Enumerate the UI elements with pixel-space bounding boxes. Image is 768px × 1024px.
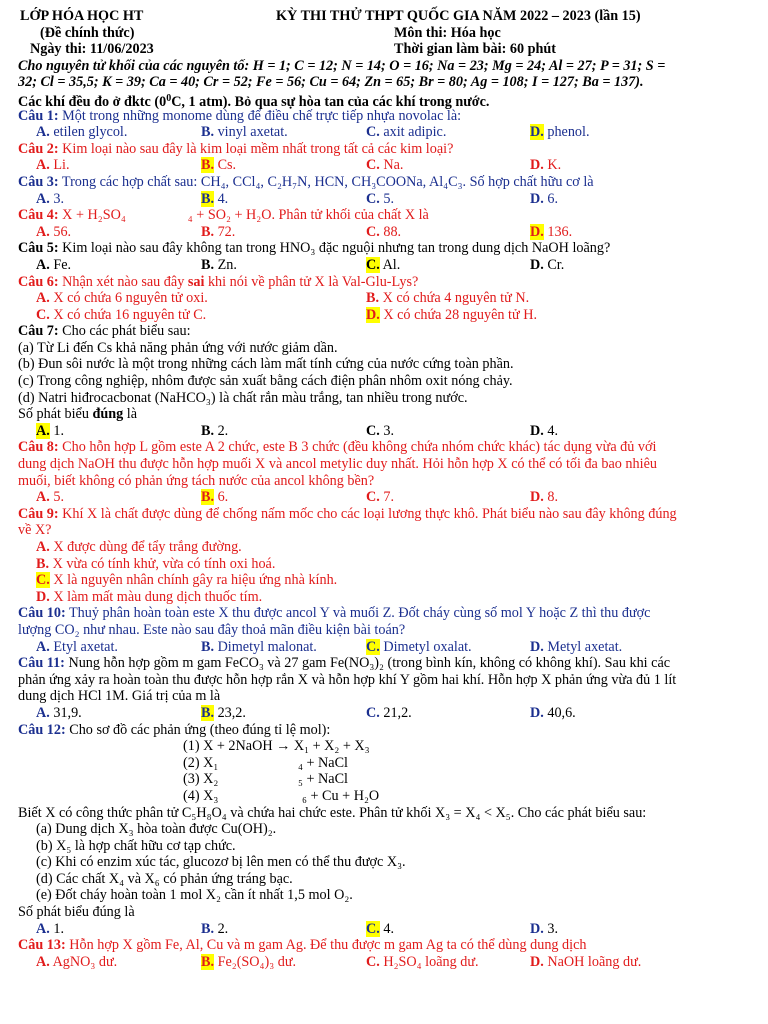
header-row-1 bbox=[18, 8, 754, 25]
statement-b: (b) Đun sôi nước là một trong những cách làm mất tính cứng của nước cứng toàn phần. bbox=[18, 356, 514, 373]
question-13: Câu 13: Hỗn hợp X gồm Fe, Al, Cu và m gam Ag. Để thu được m gam Ag ta có thể dùng dung dịch bbox=[18, 937, 587, 954]
option-d[interactable]: D. 3. bbox=[530, 920, 558, 937]
option-c[interactable]: C. X có chứa 16 nguyên tử C. bbox=[36, 306, 207, 323]
question-2-options bbox=[18, 157, 754, 174]
option-b[interactable]: B. 2. bbox=[201, 920, 229, 937]
question-7-options bbox=[18, 423, 754, 440]
question-10-options bbox=[18, 639, 754, 656]
question-8-options bbox=[18, 489, 754, 506]
statement-e: (e) Đốt cháy hoàn toàn 1 mol X₂ cần ít nhất 1,5 mol O₂. bbox=[36, 887, 353, 904]
option-d[interactable]: D. 8. bbox=[530, 489, 558, 506]
reaction-2: (2) X₁ ₄ + NaCl bbox=[183, 754, 348, 771]
option-d[interactable]: D. Metyl axetat. bbox=[530, 638, 623, 655]
option-a[interactable]: A. X có chứa 6 nguyên tử oxi. bbox=[36, 290, 208, 307]
option-a[interactable]: A. 31,9. bbox=[36, 704, 82, 721]
question-12-given: Biết X có công thức phân tử C₅H₈O₄ và chứa hai chức este. Phân tử khối X₃ = X₄ < X₅. Cho các phát biểu sau: bbox=[18, 804, 647, 821]
statement-a: (a) Từ Li đến Cs khả năng phản ứng với nước giảm dần. bbox=[18, 339, 338, 356]
question-3-options bbox=[18, 191, 754, 208]
option-c[interactable]: C. 7. bbox=[366, 489, 394, 506]
option-c[interactable]: C. 88. bbox=[366, 223, 402, 240]
option-b[interactable]: B. 23,2. bbox=[201, 704, 246, 721]
option-a[interactable]: A. 3. bbox=[36, 190, 64, 207]
option-d[interactable]: D. 4. bbox=[530, 422, 558, 439]
intro-line-3: Các khí đều đo ở đktc ($0^0C$, 1 atm). Bỏ qua sự hòa tan của các khí trong nước. bbox=[18, 92, 490, 110]
statement-d: (d) Các chất X₄ và X₆ có phản ứng tráng bạc. bbox=[36, 870, 293, 887]
question-13-options bbox=[18, 954, 754, 971]
option-d[interactable]: D. K. bbox=[530, 157, 562, 174]
subject-label: Môn thi: Hóa học bbox=[394, 24, 501, 41]
question-7: Câu 7: Cho các phát biểu sau: bbox=[18, 323, 191, 340]
question-10-line-2: lượng CO₂ như nhau. Este nào sau đây thoả mãn điều kiện bài toán? bbox=[18, 621, 406, 638]
question-11-options bbox=[18, 705, 754, 722]
option-a[interactable]: A. Etyl axetat. bbox=[36, 638, 118, 655]
question-2: Câu 2: Kim loại nào sau đây là kim loại mềm nhất trong tất cả các kim loại? bbox=[18, 140, 454, 157]
option-b[interactable]: B. 4. bbox=[201, 190, 229, 207]
question-5: Câu 5: Kim loại nào sau đây không tan trong HNO₃ đặc nguội nhưng tan trong dung dịch NaOH loãng? bbox=[18, 240, 611, 257]
statement-d: (d) Natri hiđrocacbonat (NaHCO₃) là chất rắn màu trắng, tan nhiều trong nước. bbox=[18, 389, 468, 406]
question-11-line-2: phản ứng xảy ra hoàn toàn thu được hỗn hợp rắn X và hỗn hợp khí Y gồm hai khí. Hỗn hợp X phản ứng vừa đủ 1 lít bbox=[18, 671, 677, 688]
question-4-options bbox=[18, 224, 754, 241]
option-a[interactable]: A. 1. bbox=[36, 422, 64, 439]
option-b[interactable]: B. Fe₂(SO₄)₃ dư. bbox=[201, 953, 297, 970]
option-b[interactable]: B. Dimetyl malonat. bbox=[201, 638, 317, 655]
option-b[interactable]: B. X vừa có tính khử, vừa có tính oxi hoá. bbox=[36, 555, 276, 572]
exam-title: KỲ THI THỬ THPT QUỐC GIA NĂM 2022 – 2023 (lần 15) bbox=[276, 8, 641, 24]
option-d[interactable]: D. 40,6. bbox=[530, 704, 576, 721]
option-a[interactable]: A. Fe. bbox=[36, 256, 72, 273]
question-12-options bbox=[18, 921, 754, 938]
question-4: Câu 4: X + H₂SO₄ ₄ + SO₂ + H₂O. Phân tử khối của chất X là bbox=[18, 207, 429, 224]
option-b[interactable]: B. 72. bbox=[201, 223, 236, 240]
question-8: Câu 8: Cho hỗn hợp L gồm este A 2 chức, este B 3 chức (đều không chứa nhóm chức khác) tác dụng vừa đủ với bbox=[18, 439, 657, 456]
question-6-options-cd bbox=[18, 307, 754, 324]
option-d[interactable]: D. 136. bbox=[530, 223, 573, 240]
option-c[interactable]: C. 21,2. bbox=[366, 704, 412, 721]
exam-date: Ngày thi: 11/06/2023 bbox=[30, 41, 154, 58]
option-a[interactable]: A. 5. bbox=[36, 489, 64, 506]
question-11: Câu 11: Nung hỗn hợp gồm m gam FeCO₃ và 27 gam Fe(NO₃)₂ (trong bình kín, không có không khí). Sau khi các bbox=[18, 655, 671, 672]
question-12: Câu 12: Cho sơ đồ các phản ứng (theo đúng tỉ lệ mol): bbox=[18, 721, 331, 738]
question-12-count: Số phát biểu đúng là bbox=[18, 904, 135, 921]
question-1-options bbox=[18, 124, 754, 141]
question-5-options bbox=[18, 257, 754, 274]
exam-time: Thời gian làm bài: 60 phút bbox=[394, 41, 556, 58]
question-8-line-3: muối, biết không có phản ứng tách nước của ancol không bền? bbox=[18, 472, 375, 489]
option-c[interactable]: C. Al. bbox=[366, 256, 401, 273]
reaction-1: (1) X + 2NaOH → X₁ + X₂ + X₃ bbox=[183, 738, 370, 755]
question-11-line-3: dung dịch HCl 1M. Giá trị của m là bbox=[18, 688, 221, 705]
option-b[interactable]: B. Cs. bbox=[201, 157, 237, 174]
option-b[interactable]: B. X có chứa 4 nguyên tử N. bbox=[366, 290, 530, 307]
header-row-2 bbox=[18, 25, 754, 42]
official-label: (Đề chính thức) bbox=[40, 24, 135, 41]
option-c[interactable]: C. X là nguyên nhân chính gây ra hiệu ứng nhà kính. bbox=[36, 572, 338, 589]
question-6: Câu 6: Nhận xét nào sau đây sai khi nói về phân tử X là Val-Glu-Lys? bbox=[18, 273, 419, 290]
option-c[interactable]: C. 4. bbox=[366, 920, 394, 937]
option-d[interactable]: D. Cr. bbox=[530, 256, 565, 273]
option-d[interactable]: D. 6. bbox=[530, 190, 558, 207]
option-a[interactable]: A. Li. bbox=[36, 157, 70, 174]
option-d[interactable]: D. X có chứa 28 nguyên tử H. bbox=[366, 306, 538, 323]
option-b[interactable]: B. 2. bbox=[201, 422, 229, 439]
option-b[interactable]: B. Zn. bbox=[201, 256, 237, 273]
statement-a: (a) Dung dịch X₃ hòa toàn được Cu(OH)₂. bbox=[36, 821, 277, 838]
option-a[interactable]: A. etilen glycol. bbox=[36, 124, 128, 141]
reaction-3: (3) X₂ ₅ + NaCl bbox=[183, 771, 348, 788]
intro-line-1: Cho nguyên tử khối của các nguyên tố: H = 1; C = 12; N = 14; O = 16; Na = 23; Mg = 24; Al = 27; P = 31; S = bbox=[18, 57, 666, 74]
option-a[interactable]: A. 1. bbox=[36, 920, 64, 937]
question-1: Câu 1: Một trong những monome dùng để điều chế trực tiếp nhựa novolac là: bbox=[18, 107, 462, 124]
option-c[interactable]: C. 3. bbox=[366, 422, 394, 439]
option-c[interactable]: C. H₂SO₄ loãng dư. bbox=[366, 953, 479, 970]
statement-b: (b) X₅ là hợp chất hữu cơ tạp chức. bbox=[36, 837, 236, 854]
exam-page bbox=[18, 8, 754, 970]
intro-line-2: 32; Cl = 35,5; K = 39; Ca = 40; Cr = 52; Fe = 56; Cu = 64; Zn = 65; Br = 80; Ag = 108; I = 127; Ba = 137). bbox=[18, 74, 644, 91]
header-row-3 bbox=[18, 41, 754, 58]
option-c[interactable]: C. axit adipic. bbox=[366, 124, 447, 141]
option-b[interactable]: B. 6. bbox=[201, 489, 229, 506]
question-3: Câu 3: Trong các hợp chất sau: CH₄, CCl₄, C₂H₇N, HCN, CH₃COONa, Al₄C₃. Số hợp chất hữu cơ là bbox=[18, 173, 594, 190]
statement-c: (c) Khi có enzim xúc tác, glucozơ bị lên men có thể thu được X₃. bbox=[36, 854, 406, 871]
question-9-line-2: về X? bbox=[18, 522, 52, 539]
question-7-count: Số phát biểu đúng là bbox=[18, 406, 138, 423]
option-a[interactable]: A. X được dùng để tẩy trắng đường. bbox=[36, 539, 242, 555]
question-6-options-ab bbox=[18, 290, 754, 307]
question-8-line-2: dung dịch NaOH thu được hỗn hợp muối X và ancol metylic duy nhất. Hỏi hỗn hợp X có thể có tối đa bao nhiêu bbox=[18, 456, 657, 473]
question-10: Câu 10: Thuỷ phân hoàn toàn este X thu được ancol Y và muối Z. Đốt cháy cùng số mol Y hoặc Z thì thu được bbox=[18, 605, 651, 622]
option-c[interactable]: C. Na. bbox=[366, 157, 404, 174]
question-9: Câu 9: Khí X là chất được dùng để chống nấm mốc cho các loại lương thực khô. Phát biểu nào sau đây không đúng bbox=[18, 505, 677, 522]
option-a[interactable]: A. 56. bbox=[36, 223, 72, 240]
option-c[interactable]: C. 5. bbox=[366, 190, 394, 207]
class-name: LỚP HÓA HỌC HT bbox=[20, 8, 144, 24]
reaction-4: (4) X₃ ₆ + Cu + H₂O bbox=[183, 787, 380, 804]
statement-c: (c) Trong công nghiệp, nhôm được sản xuất bằng cách điện phân nhôm oxit nóng chảy. bbox=[18, 373, 513, 390]
option-b[interactable]: B. vinyl axetat. bbox=[201, 124, 288, 141]
option-d[interactable]: D. X làm mất màu dung dịch thuốc tím. bbox=[36, 588, 263, 605]
option-a[interactable]: A. AgNO₃ dư. bbox=[36, 953, 118, 970]
option-d[interactable]: D. NaOH loãng dư. bbox=[530, 953, 642, 970]
option-d[interactable]: D. phenol. bbox=[530, 124, 590, 141]
option-c[interactable]: C. Dimetyl oxalat. bbox=[366, 638, 472, 655]
